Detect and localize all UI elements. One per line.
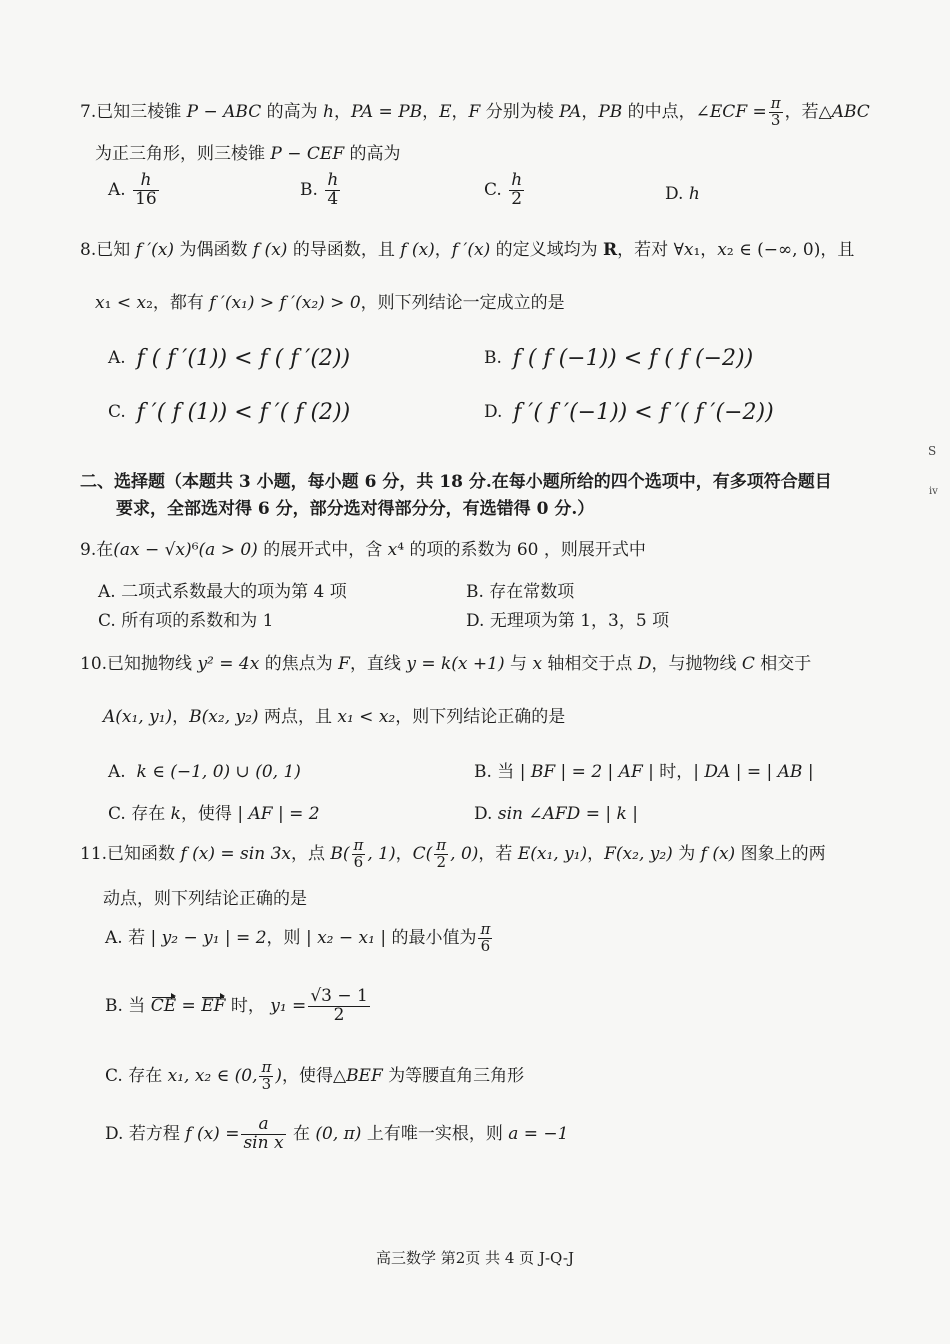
q11-option-a: A. 若 | y₂ − y₁ | = 2，则 | x₂ − x₁ | 的最小值为 $\frac{\pi}{6}$ — [105, 920, 491, 955]
fraction-pi-over-3: $\frac{\pi}{3}$ — [261, 1058, 272, 1093]
q10-option-a: A. k ∈ (−1, 0) ∪ (0, 1) — [108, 762, 301, 782]
q9-stem: 9.在(ax − √x)⁶(a > 0) 的展开式中，含 x⁴ 的项的系数为 60 ，则展开式中 — [80, 540, 646, 560]
q11-option-d: D. 若方程 f (x) = $\frac{a}{\text{sin x}}$ 在 (0, π) 上有唯一实根，则 a = −1 — [105, 1114, 569, 1153]
fraction-a-over-sin-x: $\frac{a}{\text{sin x}}$ — [243, 1114, 284, 1153]
q7-stem-line2: 为正三角形，则三棱锥 P − CEF 的高为 — [95, 144, 401, 164]
fraction-h-over-2: $\frac{h}{2}$ — [511, 170, 523, 209]
q7-option-c: C. $\frac{h}{2}$ — [484, 170, 523, 209]
q8-option-d: D. f ′( f ′(−1)) < f ′( f ′(−2)) — [484, 400, 774, 425]
fraction-pi-over-3: $\frac{\pi}{3}$ — [770, 94, 781, 129]
q7-option-d: D. h — [665, 184, 700, 204]
vector-ce: CE — [150, 995, 177, 1016]
section2-title-line1: 二、选择题（本题共 3 小题，每小题 6 分，共 18 分.在每小题所给的四个选项中，有多项符合题目 — [80, 472, 832, 492]
q11-stem-line1: 11.已知函数 f (x) = sin 3x，点 B( $\frac{\pi}{6}$ , 1)，C( $\frac{\pi}{2}$ , 0)，若 E(x₁, y₁)，F(x₂, y₂) 为 f (x) 图象上的两 — [80, 836, 826, 871]
q9-option-b: B. 存在常数项 — [466, 582, 575, 602]
fraction-sqrt3-minus-1-over-2: $\frac{√3 - 1}{2}$ — [310, 986, 368, 1025]
section2-title-line2: 要求，全部选对得 6 分，部分选对得部分分，有选错得 0 分.） — [116, 499, 595, 519]
q8-option-a: A. f ( f ′(1)) < f ( f ′(2)) — [108, 346, 351, 371]
q10-option-b: B. 当 | BF | = 2 | AF | 时，| DA | = | AB | — [474, 762, 814, 782]
fraction-pi-over-6: $\frac{\pi}{6}$ — [353, 836, 364, 871]
fraction-pi-over-6: $\frac{\pi}{6}$ — [480, 920, 491, 955]
vector-ef: EF — [201, 995, 226, 1016]
fraction-h-over-16: $\frac{h}{16}$ — [135, 170, 157, 209]
q8-option-c: C. f ′( f (1)) < f ′( f (2)) — [108, 400, 351, 425]
q9-option-a: A. 二项式系数最大的项为第 4 项 — [98, 582, 347, 602]
q11-stem-line2: 动点，则下列结论正确的是 — [103, 889, 307, 909]
fraction-h-over-4: $\frac{h}{4}$ — [327, 170, 339, 209]
q10-option-d: D. sin ∠AFD = | k | — [474, 804, 638, 824]
q7-option-b: B. $\frac{h}{4}$ — [300, 170, 339, 209]
q10-stem-line1: 10.已知抛物线 y² = 4x 的焦点为 F，直线 y = k(x +1) 与 x 轴相交于点 D，与抛物线 C 相交于 — [80, 654, 812, 674]
q9-option-d: D. 无理项为第 1，3，5 项 — [466, 611, 670, 631]
q7-option-a: A. $\frac{h}{16}$ — [108, 170, 157, 209]
page-footer: 高三数学 第2页 共 4 页 J-Q-J — [376, 1249, 574, 1267]
q11-option-b: B. 当 CE = EF 时， y₁ = $\frac{√3 - 1}{2}$ — [105, 986, 368, 1025]
q9-option-c: C. 所有项的系数和为 1 — [98, 611, 274, 631]
side-mark-2: ⅳ — [929, 486, 938, 497]
q7-stem-line1: 7.已知三棱锥 P − ABC 的高为 h，PA = PB，E，F 分别为棱 PA，PB 的中点，∠ECF = $\frac{\pi}{3}$ ，若△ABC — [80, 94, 870, 129]
q10-option-c: C. 存在 k，使得 | AF | = 2 — [108, 804, 320, 824]
side-mark: S — [928, 444, 937, 458]
q10-stem-line2: A(x₁, y₁)，B(x₂, y₂) 两点，且 x₁ < x₂，则下列结论正确的是 — [103, 707, 566, 727]
fraction-pi-over-2: $\frac{\pi}{2}$ — [436, 836, 447, 871]
q8-stem-line2: x₁ < x₂，都有 f ′(x₁) > f ′(x₂) > 0，则下列结论一定成立的是 — [95, 293, 565, 313]
q11-option-c: C. 存在 x₁, x₂ ∈ (0, $\frac{\pi}{3}$ )，使得△BEF 为等腰直角三角形 — [105, 1058, 525, 1093]
q8-stem-line1: 8.已知 f ′(x) 为偶函数 f (x) 的导函数，且 f (x)，f ′(x) 的定义域均为 R，若对 ∀x₁，x₂ ∈ (−∞, 0)，且 — [80, 240, 855, 260]
q8-option-b: B. f ( f (−1)) < f ( f (−2)) — [484, 346, 754, 371]
